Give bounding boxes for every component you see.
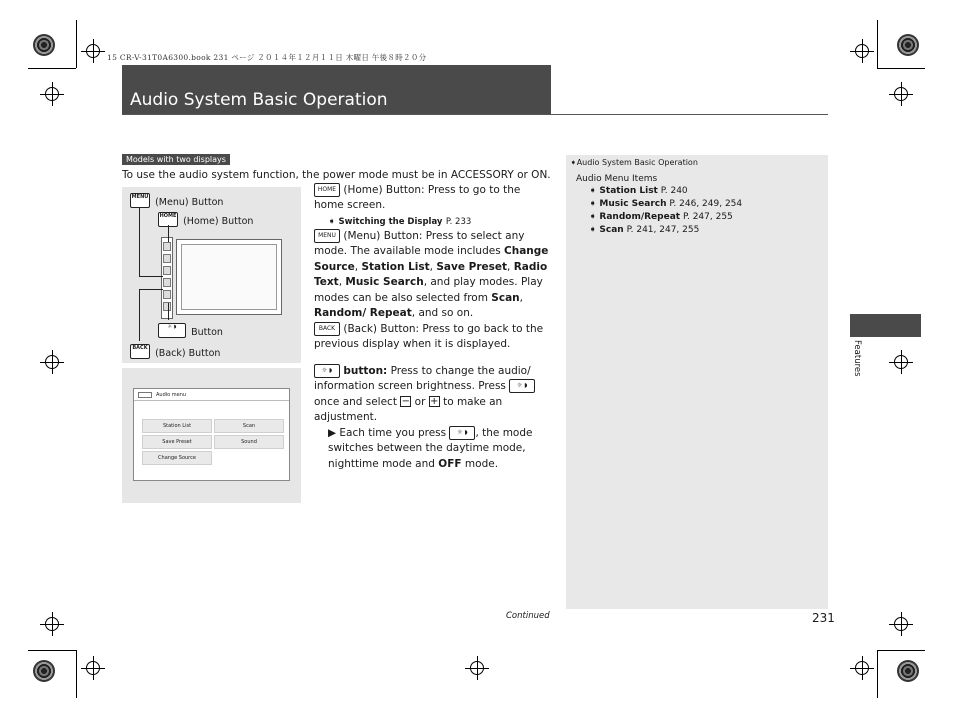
model-tag: Models with two displays <box>122 154 230 165</box>
brightness-icon: ☼ ◗ <box>158 323 186 338</box>
menu-item-sound[interactable]: Sound <box>214 435 284 449</box>
home-button-text: HOME (Home) Button: Press to go to the home screen. <box>314 184 521 212</box>
brightness-button-label: Button <box>191 327 223 338</box>
home-button-callout <box>158 209 253 228</box>
side-button-strip <box>161 237 173 319</box>
sidebar-link-station-list[interactable]: ➧ Station List P. 240 <box>589 186 688 196</box>
menu-button-label: (Menu) Button <box>155 197 224 208</box>
display-screen <box>176 239 282 315</box>
continued-label: Continued <box>506 611 550 621</box>
back-icon: BACK <box>314 322 340 336</box>
triangle-bullet-icon: ▶ <box>328 427 337 439</box>
title-rule <box>122 114 828 115</box>
sidebar-link-scan[interactable]: ➧ Scan P. 241, 247, 255 <box>589 225 700 235</box>
menu-icon: MENU <box>130 193 150 208</box>
brightness-button-text: ☼ ◗ button: Press to change the audio/ information screen brightness. Press ☼ ◗ once and select − or + to make an adjustment. <box>314 364 552 426</box>
home-button-label: (Home) Button <box>183 216 254 227</box>
sidebar-link-random-repeat[interactable]: ➧ Random/Repeat P. 247, 255 <box>589 212 733 222</box>
minus-icon: − <box>401 396 410 408</box>
link-arrow-icon: ➧ <box>589 186 600 196</box>
plus-icon: + <box>430 396 439 408</box>
brightness-note: ▶ Each time you press ☼ ◗ , the mode switches between the daytime mode, nighttime mode and OFF mode. <box>328 427 533 470</box>
menu-item-change-source[interactable]: Change Source <box>142 451 212 465</box>
brightness-icon: ☼ ◗ <box>509 379 535 393</box>
brightness-icon: ☼ ◗ <box>449 426 475 440</box>
back-button-text: BACK (Back) Button: Press to go back to the previous display when it is displayed. <box>314 323 544 351</box>
link-arrow-icon: ➧ <box>589 225 600 235</box>
menu-item-station-list[interactable]: Station List <box>142 419 212 433</box>
audio-menu-screen <box>133 388 290 481</box>
page-number: 231 <box>812 611 835 625</box>
home-icon: HOME <box>158 212 178 227</box>
section-tab-label: Features <box>852 340 862 377</box>
back-icon: BACK <box>130 344 150 359</box>
section-tab <box>850 314 921 337</box>
title-bar <box>122 65 551 114</box>
brightness-icon: ☼ ◗ <box>314 364 340 378</box>
back-button-callout <box>130 341 220 360</box>
menu-icon: MENU <box>314 229 340 243</box>
link-arrow-icon: ➧ <box>589 212 600 222</box>
back-button-label: (Back) Button <box>155 348 221 359</box>
sidebar-label: Audio Menu Items <box>576 174 658 184</box>
sidebar-heading: ➧Audio System Basic Operation <box>570 158 698 167</box>
link-arrow-icon: ➧ <box>328 217 336 227</box>
file-header: 15 CR-V-31T0A6300.book 231 ページ ２０１４年１２月１１日 木曜日 午後８時２０分 <box>107 53 427 62</box>
menu-button-text: MENU (Menu) Button: Press to select any mode. The available mode includes Change Source, Station List, Save Preset, Radio Text, Music Search, and play modes. Play modes can be also selected from Scan, Random/ Repeat, and so on. <box>314 230 549 320</box>
menu-button-callout <box>130 190 223 209</box>
home-link[interactable]: ➧ Switching the Display P. 233 <box>314 214 552 230</box>
brightness-button-callout <box>158 320 223 339</box>
menu-item-scan[interactable]: Scan <box>214 419 284 433</box>
sidebar-link-music-search[interactable]: ➧ Music Search P. 246, 249, 254 <box>589 199 743 209</box>
page-title: Audio System Basic Operation <box>130 90 388 110</box>
intro-text: To use the audio system function, the power mode must be in ACCESSORY or ON. <box>122 169 551 181</box>
link-arrow-icon: ➧ <box>570 158 577 167</box>
home-icon: HOME <box>314 183 340 197</box>
music-note-icon <box>138 392 152 398</box>
sidebar-notes <box>566 155 828 609</box>
link-arrow-icon: ➧ <box>589 199 600 209</box>
audio-menu-header: Audio menu <box>134 389 289 401</box>
menu-item-save-preset[interactable]: Save Preset <box>142 435 212 449</box>
